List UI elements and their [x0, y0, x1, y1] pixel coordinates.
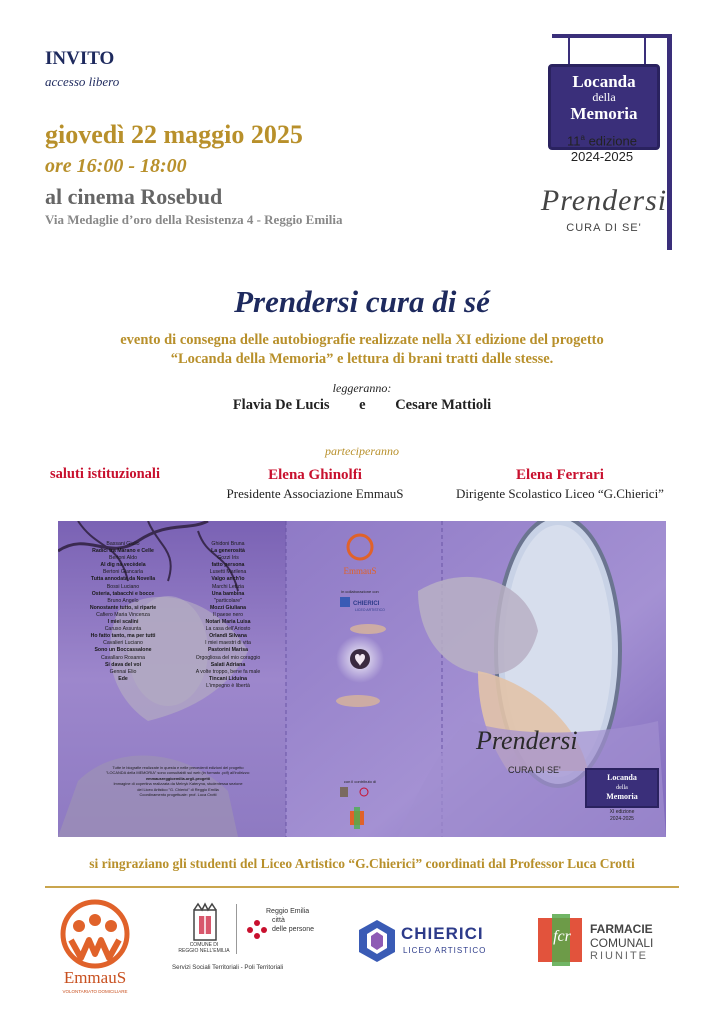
- event-address: Via Medaglie d’oro della Resistenza 4 - Reggio Emilia: [45, 212, 343, 227]
- chierici-wordmark: CHIERICI: [401, 924, 484, 943]
- poster-name-right-16: Orgogliosa del mio coraggio: [195, 654, 261, 661]
- chierici-subtitle: LICEO ARTISTICO: [403, 946, 487, 955]
- poster-name-right-6: Marchi Letizia: [211, 583, 244, 590]
- poster-name-right-18: A volte troppo, bene fa male: [195, 668, 261, 675]
- poster-name-left-15: Sono un Boccassalone: [94, 647, 152, 654]
- event-date: giovedì 22 maggio 2025: [45, 120, 303, 149]
- poster-name-right-2: Gozzi Iris: [217, 555, 239, 562]
- poster-credits: [78, 765, 278, 797]
- poster-name-left-2: Bertoni Aldo: [109, 555, 137, 562]
- cura-di-se-wordmark: CURA DI SE': [566, 222, 642, 234]
- poster-credit-2: emmausreggioemilia.org/i-progetti: [146, 775, 210, 781]
- poster-name-right-9: Mozzi Giuliana: [209, 604, 247, 611]
- guest-name: Elena Ghinolfi: [268, 467, 362, 483]
- reader-2: Cesare Mattioli: [395, 397, 492, 413]
- poster-name-left-8: Bruno Angelo: [107, 597, 139, 604]
- poster-credit-4: del Liceo Artistico "G. Chierici" di Reggio Emilia: [137, 786, 219, 792]
- poster-name-left-1: Radici tra Marano e Celle: [92, 548, 154, 555]
- comune-logo: [172, 902, 332, 982]
- poster-name-right-8: "particolare": [214, 597, 242, 604]
- parteciperanno-label: parteciperanno: [325, 444, 399, 458]
- poster-name-left-7: Osteria, tabacchi e bocce: [91, 590, 155, 597]
- readers-line: [0, 397, 724, 414]
- guest-name: Elena Ferrari: [516, 467, 604, 483]
- poster-name-right-12: La casa dell'Ariosto: [205, 626, 251, 633]
- poster-name-right-7: Una bambina: [211, 590, 245, 597]
- poster-sign1: Locanda: [607, 773, 637, 782]
- event-description-line1: evento di consegna delle autobiografie realizzate nella XI edizione del progetto: [120, 332, 604, 348]
- poster-name-left-5: Tutta annodata da Novella: [90, 576, 156, 583]
- guest-role: Presidente Associazione EmmauS: [226, 486, 404, 501]
- poster-name-left-16: Cavallaro Rosanna: [100, 654, 146, 661]
- poster-credit-5: Coordinamento progettuale: prof. Luca Crotti: [139, 792, 217, 798]
- comune-line2: REGGIO NELL'EMILIA: [178, 948, 230, 954]
- poster-collab: in collaborazione con: [341, 589, 379, 594]
- poster-name-right-5: Valgo anch'io: [211, 576, 245, 583]
- poster-sign-ed: XI edizione: [609, 809, 635, 815]
- poster-name-left-3: Al dig na vecèdela: [100, 562, 146, 569]
- event-time: ore 16:00 - 18:00: [45, 155, 187, 177]
- guest-2: [440, 467, 680, 502]
- reader-separator: e: [359, 397, 366, 413]
- poster-artwork: [58, 521, 666, 837]
- poster-name-left-14: Cavalieri Luciano: [103, 640, 143, 647]
- poster-credit-1: "LOCANDA della MEMORIA" sono consultabili sul web (in formato .pdf) all'indirizzo:: [105, 770, 251, 776]
- re-line3: delle persone: [272, 926, 315, 933]
- poster-name-left-4: Bertoni Giancarla: [102, 569, 144, 576]
- reader-1: Flavia De Lucis: [232, 397, 330, 413]
- edition-label: 11$^a$ edizione 2024-2025: [567, 133, 637, 165]
- poster-name-right-4: Lusetti Marilena: [209, 569, 247, 576]
- poster-cura: CURA DI SE': [508, 765, 561, 775]
- guest-role: Dirigente Scolastico Liceo “G.Chierici”: [456, 486, 664, 501]
- emmaus-wordmark: EmmauS: [63, 968, 127, 987]
- poster-name-left-13: Ho fatto tanto, ma per tutti: [90, 633, 156, 640]
- emmaus-logo: [45, 896, 145, 996]
- poster-prendersi: Prendersi: [476, 726, 578, 755]
- poster-name-left-11: I miei scalini: [107, 619, 139, 626]
- poster-sign2: della: [616, 785, 628, 791]
- edition-years: 2024-2025: [570, 149, 634, 165]
- poster-name-right-0: Ghidoni Bruna: [211, 541, 245, 547]
- farmacie-line1: FARMACIE: [590, 922, 653, 936]
- accesso-label: accesso libero: [45, 74, 120, 89]
- re-line1: Reggio Emilia: [266, 908, 310, 915]
- chierici-logo: [357, 918, 497, 966]
- poster-name-right-3: fatto persona: [211, 562, 245, 569]
- poster-chierici: CHIERICI: [353, 601, 380, 607]
- servizi-label: Servizi Sociali Territoriali - Poli Territoriali: [172, 964, 284, 971]
- re-line2: città: [272, 917, 285, 924]
- poster-name-right-11: Notari Maria Luisa: [205, 619, 251, 626]
- event-description-line2: “Locanda della Memoria” e lettura di brani tratti dalle stesse.: [170, 351, 554, 367]
- poster-name-right-14: I miei maestri di vita: [205, 640, 251, 647]
- sign-line3: Memoria: [570, 104, 638, 123]
- poster-name-left-6: Bossi Luciano: [106, 583, 140, 590]
- comune-line1: COMUNE DI: [189, 942, 219, 948]
- poster-names-right: [178, 541, 278, 690]
- poster-sign-years: 2024-2025: [610, 816, 634, 822]
- poster-name-left-18: Gennai Elio: [109, 668, 137, 675]
- farmacie-line2: COMUNALI: [590, 936, 654, 950]
- poster-names-left: [68, 541, 178, 683]
- poster-contributo: con il contributo di: [343, 779, 377, 784]
- locanda-logo: [534, 34, 676, 250]
- poster-name-left-17: Si dava del voi: [104, 661, 142, 668]
- poster-name-left-19: Ede: [118, 675, 128, 682]
- poster-sign3: Memoria: [606, 792, 638, 801]
- poster-name-right-10: Il paese nero: [213, 611, 243, 618]
- poster-name-left-10: Cafiero Maria Vincenza: [96, 611, 150, 618]
- poster-liceo: LICEO ARTISTICO: [355, 608, 385, 612]
- poster-name-right-19: Tincani Liduina: [209, 675, 247, 682]
- poster-emmaus: EmmauS: [343, 566, 377, 576]
- guest-1: [195, 467, 435, 502]
- poster-name-right-20: L'impegno è libertà: [206, 682, 250, 689]
- saluti-label: saluti istituzionali: [50, 466, 160, 482]
- event-title: Prendersi cura di sé: [234, 284, 490, 319]
- farmacie-logo: [538, 916, 668, 968]
- prendersi-wordmark: Prendersi: [540, 184, 668, 217]
- poster-name-right-17: Salati Adriana: [210, 661, 246, 668]
- sign-line1: Locanda: [572, 72, 636, 91]
- sign-line2: della: [592, 90, 616, 104]
- divider: [45, 886, 679, 888]
- fcr-wordmark: fcr: [553, 928, 571, 945]
- poster-name-right-15: Pastorini Marisa: [207, 647, 249, 654]
- event-venue: al cinema Rosebud: [45, 184, 223, 209]
- poster-name-left-9: Nonostante tutto, si riparte: [89, 604, 157, 611]
- thanks-line: si ringraziano gli studenti del Liceo Artistico “G.Chierici” coordinati dal Professor Luca Crotti: [89, 856, 635, 871]
- poster-name-right-13: Orlandi Silvana: [209, 633, 247, 640]
- poster-name-left-0: Bassani Giulio: [106, 541, 140, 547]
- poster-name-left-12: Caruso Assunta: [104, 626, 142, 633]
- emmaus-subtitle: VOLONTARIATO DOMICILIARE: [62, 989, 128, 994]
- leggeranno-label: leggeranno:: [332, 381, 392, 395]
- poster-credit-3: Immagine di copertina realizzata da Melnyk Kateryna, studentessa sezione: [113, 781, 243, 787]
- invito-label: INVITO: [45, 48, 115, 69]
- poster-name-right-1: La generosità: [211, 548, 245, 555]
- farmacie-line3: RIUNITE: [590, 950, 648, 962]
- poster-credit-0: Tutte le biografie realizzate in questa e nelle precedenti edizioni del progetto: [112, 765, 244, 770]
